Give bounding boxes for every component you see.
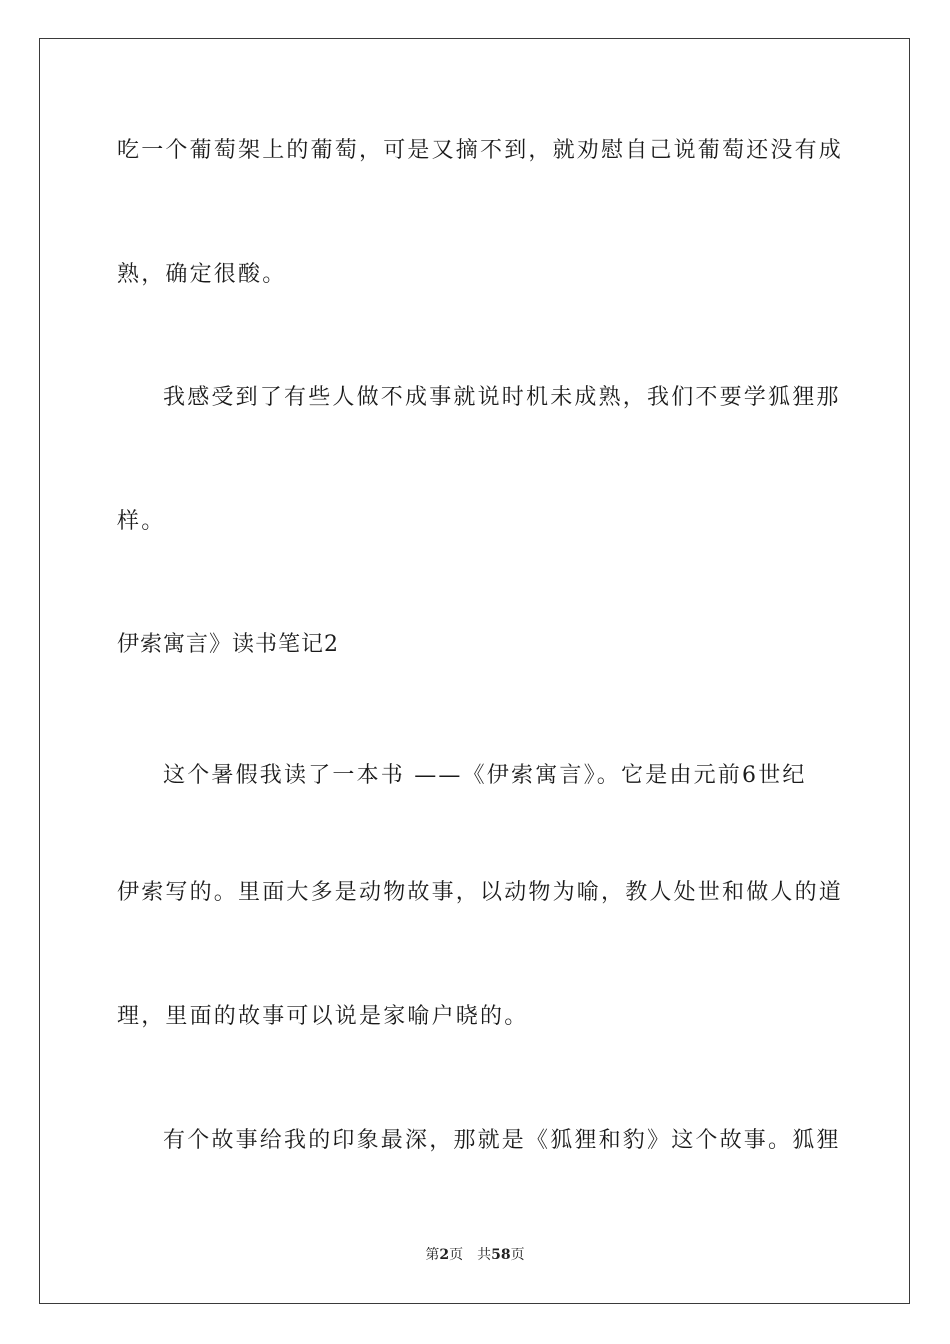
text-line-4: 样。 (117, 509, 166, 534)
footer-total-prefix: 共 (477, 1247, 492, 1263)
text-line-1: 吃一个葡萄架上的葡萄，可是又摘不到，就劝慰自己说葡萄还没有成 (117, 138, 844, 163)
footer-page-suffix: 页 (449, 1247, 464, 1263)
footer-page-prefix: 第 (425, 1247, 440, 1263)
paragraph-line-3: 我感受到了有些人做不成事就说时机未成熟，我们不要学狐狸那 (163, 385, 841, 410)
text-line-8: 理，里面的故事可以说是家喻户晓的。 (117, 1004, 529, 1029)
page-border (39, 38, 910, 1304)
footer-total-suffix: 页 (510, 1247, 525, 1263)
section-heading: 伊索寓言》读书笔记2 (117, 632, 339, 657)
page-footer (0, 1246, 950, 1264)
text-line-7: 伊索写的。里面大多是动物故事，以动物为喻，教人处世和做人的道 (117, 880, 844, 905)
footer-page-number: 2 (439, 1247, 450, 1263)
footer-total-pages: 58 (491, 1247, 511, 1263)
paragraph-line-9: 有个故事给我的印象最深，那就是《狐狸和豹》这个故事。狐狸 (163, 1128, 841, 1153)
text-line-2: 熟，确定很酸。 (117, 262, 287, 287)
paragraph-line-6: 这个暑假我读了一本书 ——《伊索寓言》。它是由元前6世纪 (163, 763, 807, 788)
